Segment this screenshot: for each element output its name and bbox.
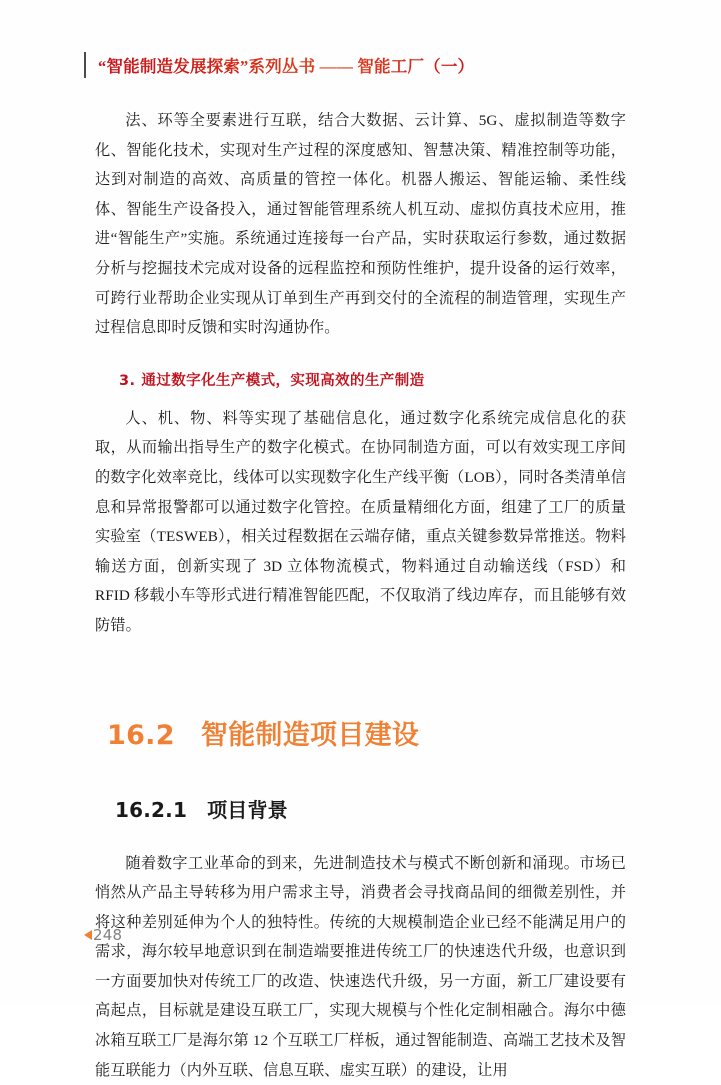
- numbered-subheading-text: 通过数字化生产模式，实现高效的生产制造: [141, 373, 424, 389]
- subsection-heading-text: 项目背景: [207, 794, 288, 823]
- numbered-subheading-number: 3.: [119, 373, 135, 389]
- page-content: [95, 106, 626, 1085]
- running-header-title: “智能制造发展探索”系列丛书 —— 智能工厂（一）: [98, 53, 474, 77]
- running-header: [84, 50, 474, 80]
- body-paragraph-1: 法、环等全要素进行互联，结合大数据、云计算、5G、虚拟制造等数字化、智能化技术，实现对生产过程的深度感知、智慧决策、精准控制等功能，达到对制造的高效、高质量的管控一体化。机器人搬运、智能运输、柔性线体、智能生产设备投入，通过智能管理系统人机互动、虚拟仿真技术应用，推进“智能生产”实施。系统通过连接每一台产品，实时获取运行参数，通过数据分析与挖掘技术完成对设备的远程监控和预防性维护，提升设备的运行效率，可跨行业帮助企业实现从订单到生产再到交付的全流程的制造管理，实现生产过程信息即时反馈和实时沟通协作。: [95, 106, 626, 343]
- body-paragraph-2: 人、机、物、料等实现了基础信息化，通过数字化系统完成信息化的获取，从而输出指导生产的数字化模式。在协同制造方面，可以有效实现工序间的数字化效率竞比，线体可以实现数字化生产线平衡（LOB），同时各类清单信息和异常报警都可以通过数字化管控。在质量精细化方面，组建了工厂的质量实验室（TESWEB），相关过程数据在云端存储，重点关键参数异常推送。物料输送方面，创新实现了 3D 立体物流模式，物料通过自动输送线（FSD）和 RFID 移载小车等形式进行精准智能匹配，不仅取消了线边库存，而且能够有效防错。: [95, 404, 626, 641]
- header-rule-divider: [84, 52, 86, 78]
- section-heading-number: 16.2: [107, 720, 175, 751]
- page-number: 248: [93, 926, 122, 944]
- subsection-heading-number: 16.2.1: [115, 798, 187, 822]
- body-paragraph-3: 随着数字工业革命的到来，先进制造技术与模式不断创新和涌现。市场已悄然从产品主导转移为用户需求主导，消费者会寻找商品间的细微差别性，并将这种差别延伸为个人的独特性。传统的大规模制造企业已经不能满足用户的需求，海尔较早地意识到在制造端要推进传统工厂的快速迭代升级，也意识到一方面要加快对传统工厂的改造、快速迭代升级，另一方面，新工厂建设要有高起点，目标就是建设互联工厂，实现大规模与个性化定制相融合。海尔中德冰箱互联工厂是海尔第 12 个互联工厂样板，通过智能制造、高端工艺技术及智能互联能力（内外互联、信息互联、虚实互联）的建设，让用: [95, 823, 626, 1085]
- numbered-subheading: [95, 343, 626, 404]
- left-chevron-icon: [84, 930, 92, 940]
- subsection-heading: [95, 752, 626, 823]
- section-heading-text: 智能制造项目建设: [201, 713, 419, 752]
- page-folio: [84, 925, 122, 945]
- section-heading: [95, 641, 626, 752]
